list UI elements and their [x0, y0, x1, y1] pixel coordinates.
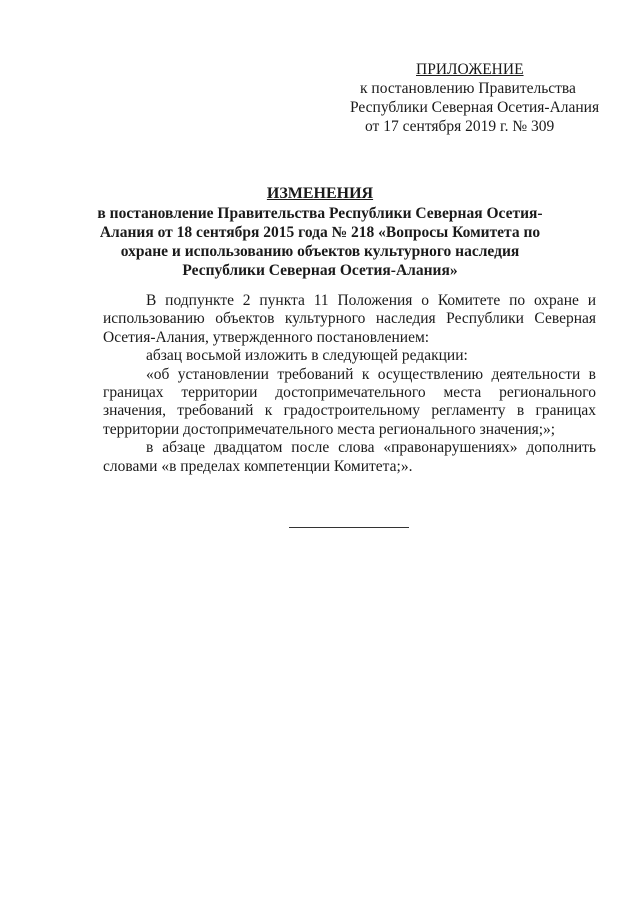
body-paragraph: «об установлении требований к осуществлению деятельности в границах территории достопримечательного места регионального значения, требований к градостроительному регламенту в границах территории достопримечательного места регионального значения;»; — [103, 365, 596, 438]
closing-separator-line — [289, 527, 409, 528]
appendix-republic-line: Республики Северная Осетия-Алания — [350, 99, 600, 116]
appendix-label: ПРИЛОЖЕНИЕ — [416, 61, 524, 78]
appendix-resolution-line: к постановлению Правительства — [360, 80, 576, 97]
appendix-header — [330, 60, 610, 136]
body-paragraph: в абзаце двадцатом после слова «правонарушениях» дополнить словами «в пределах компетенции Комитета;». — [103, 439, 596, 475]
body-paragraph: В подпункте 2 пункта 11 Положения о Комитете по охране и использованию объектов культурного наследия Республики Северная Осетия-Алания, утвержденного постановлением: — [103, 292, 596, 346]
body-text — [103, 292, 596, 476]
changes-subtitle: в постановление Правительства Республики Северная Осетия-Алания от 18 сентября 2015 года № 218 «Вопросы Комитета по охране и использованию объектов культурного наследия Республики Северная Осетия-Алания» — [97, 205, 543, 279]
changes-title: ИЗМЕНЕНИЯ — [266, 185, 374, 202]
body-paragraph: абзац восьмой изложить в следующей редакции: — [146, 347, 468, 365]
appendix-date-line: от 17 сентября 2019 г. № 309 — [365, 118, 555, 135]
